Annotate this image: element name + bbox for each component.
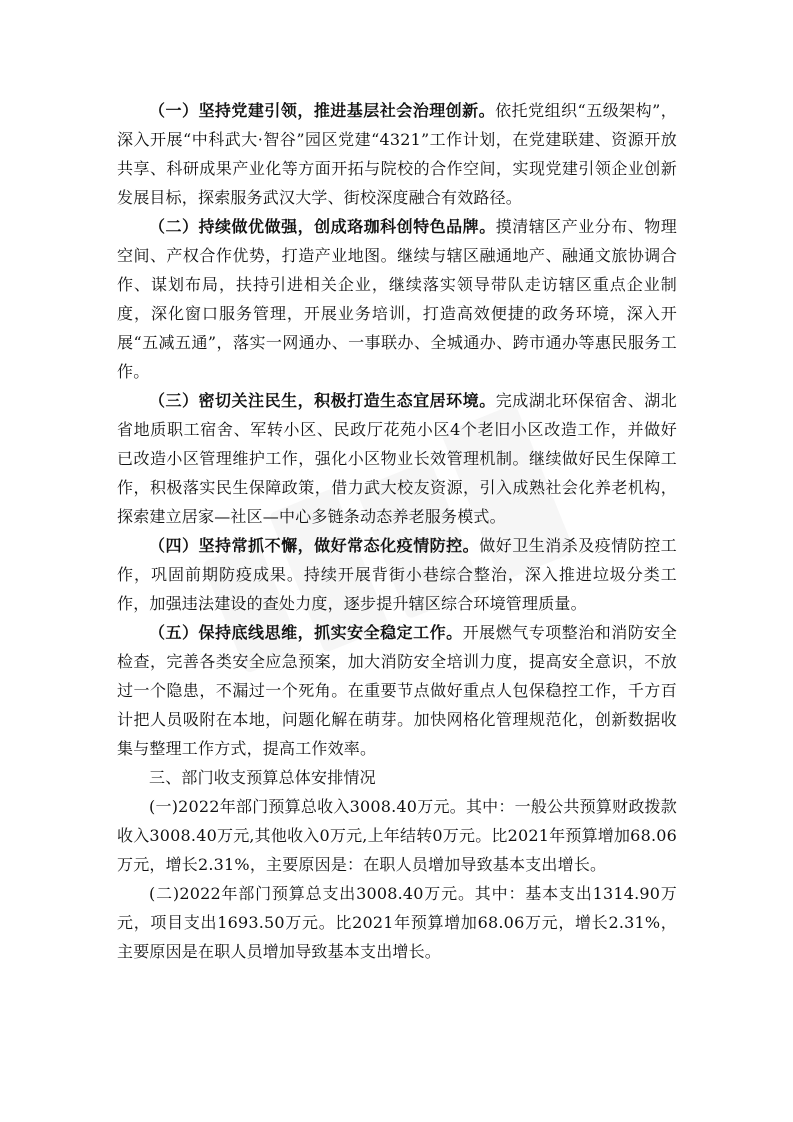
paragraph-body: 开展燃气专项整治和消防安全检查，完善各类安全应急预案，加大消防安全培训力度，提高安全意识，不放过一个隐患，不漏过一个死角。在重要节点做好重点人包保稳控工作，千方百计把人员吸附在本地，问题化解在萌芽。加快网格化管理规范化，创新数据收集与整理工作方式，提高工作效率。 [117,623,677,758]
paragraph-body: 完成湖北环保宿舍、湖北省地质职工宿舍、军转小区、民政厅花苑小区4个老旧小区改造工作，并做好已改造小区管理维护工作，强化小区物业长效管理机制。继续做好民生保障工作，积极落实民生保障政策，借力武大校友资源，引入成熟社会化养老机构，探索建立居家—社区—中心多链条动态养老服务模式。 [117,391,677,526]
paragraph-body: 摸清辖区产业分布、物理空间、产权合作优势，打造产业地图。继续与辖区融通地产、融通文旅协调合作、谋划布局，扶持引进相关企业，继续落实领导带队走访辖区重点企业制度，深化窗口服务管理，开展业务培训，打造高效便捷的政务环境，深入开展“五减五通”，落实一网通办、一事联办、全城通办、跨市通办等惠民服务工作。 [117,217,677,381]
paragraph-lead: （五）保持底线思维，抓实安全稳定工作。 [149,623,463,642]
paragraph-brand [117,212,677,386]
paragraph-lead: （四）坚持常抓不懈，做好常态化疫情防控。 [149,536,480,555]
section-heading: 三、部门收支预算总体安排情况 [149,768,376,787]
paragraph-epidemic [117,531,677,618]
paragraph-lead: （二）持续做优做强，创成珞珈科创特色品牌。 [149,217,496,236]
paragraph-party-building [117,96,677,212]
paragraph-safety [117,618,677,763]
paragraph-lead: （三）密切关注民生，积极打造生态宜居环境。 [149,391,496,410]
paragraph-body: 做好卫生消杀及疫情防控工作，巩固前期防疫成果。持续开展背街小巷综合整治，深入推进垃圾分类工作，加强违法建设的查处力度，逐步提升辖区综合环境管理质量。 [117,536,677,613]
document-body [117,96,677,966]
paragraph-body: 依托党组织“五级架构”，深入开展“中科武大·智谷”园区党建“4321”工作计划，在党建联建、资源开放共享、科研成果产业化等方面开拓与院校的合作空间，实现党建引领企业创新发展目标，探索服务武汉大学、街校深度融合有效路径。 [117,101,678,207]
paragraph-livelihood [117,386,677,531]
budget-expense-paragraph: (二)2022年部门预算总支出3008.40万元。其中：基本支出1314.90万元，项目支出1693.50万元。比2021年预算增加68.06万元，增长2.31%，主要原因是在职人员增加导致基本支出增长。 [117,884,677,961]
paragraph-lead: （一）坚持党建引领，推进基层社会治理创新。 [149,101,496,120]
budget-income-paragraph: (一)2022年部门预算总收入3008.40万元。其中：一般公共预算财政拨款收入3008.40万元,其他收入0万元,上年结转0万元。比2021年预算增加68.06万元，增长2.31%，主要原因是：在职人员增加导致基本支出增长。 [117,797,677,874]
